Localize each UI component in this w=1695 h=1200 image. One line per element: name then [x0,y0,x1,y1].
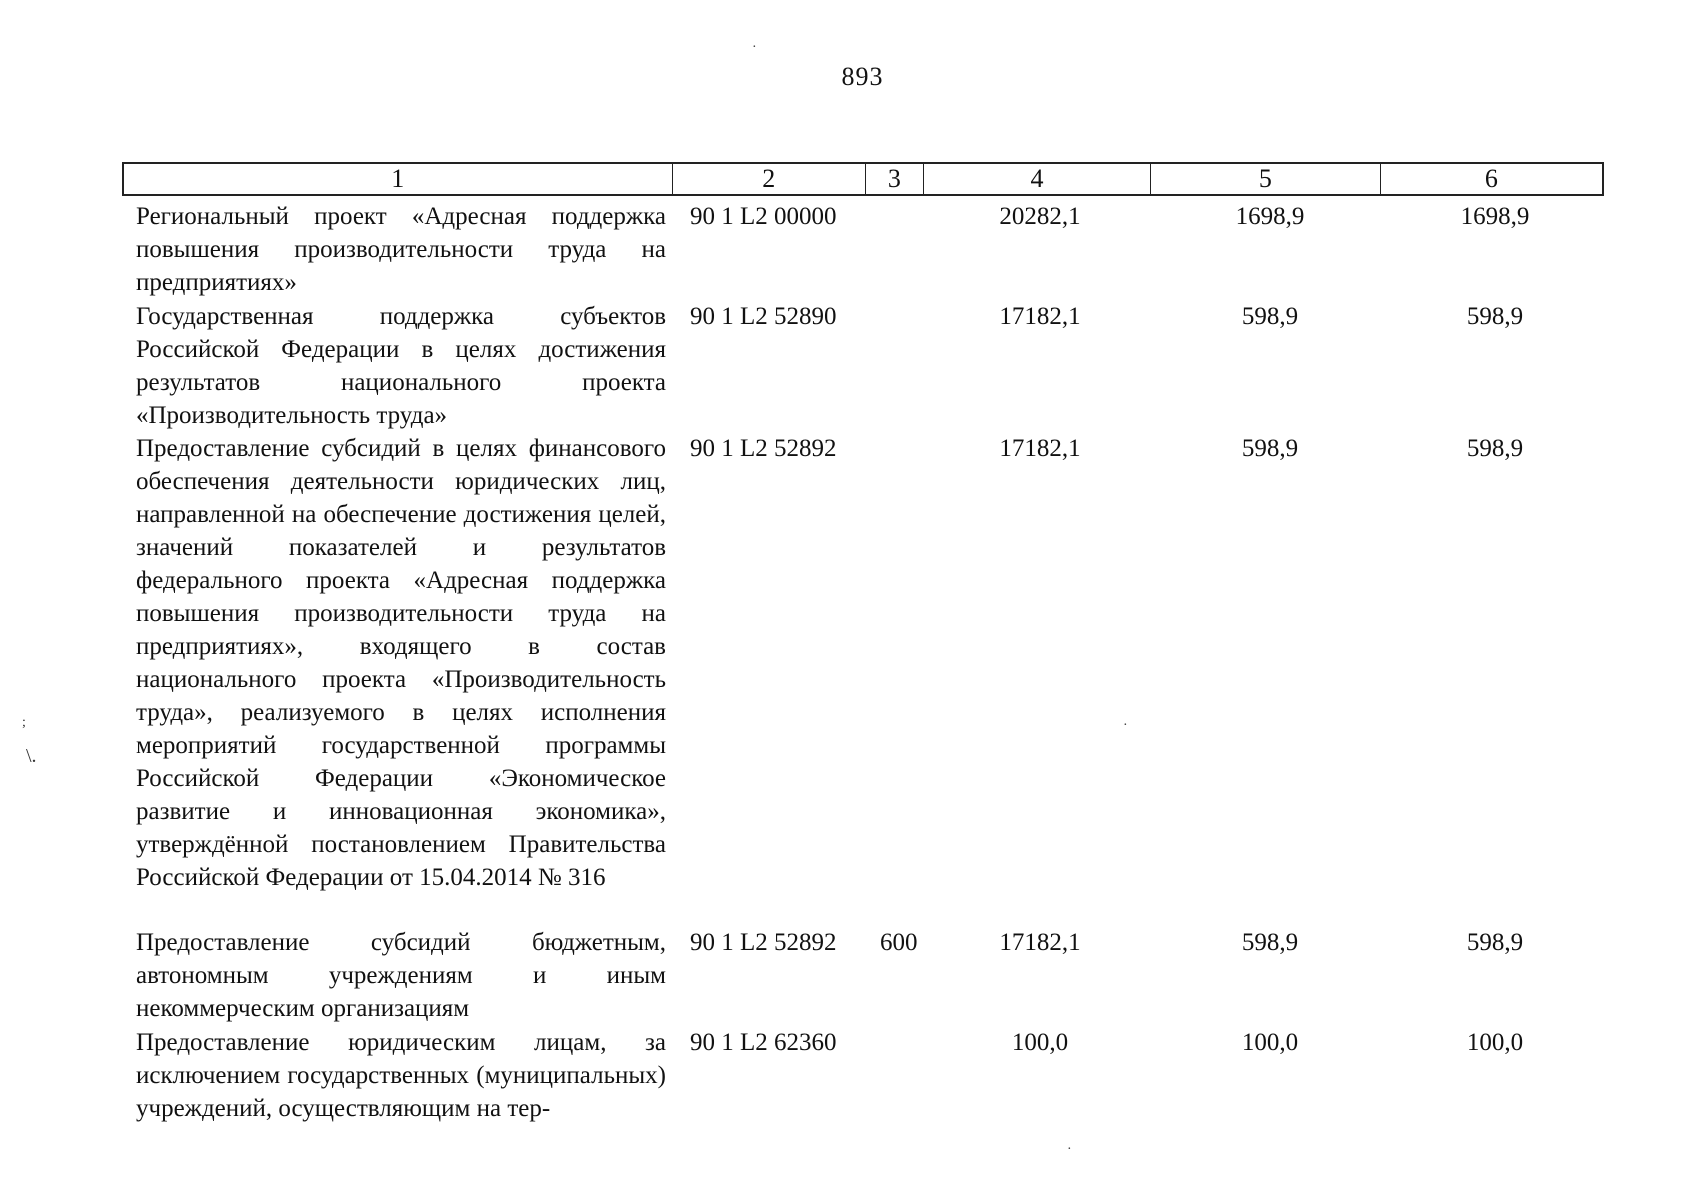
row-value-6: 598,9 [1466,303,1524,330]
row-value-6: 598,9 [1466,435,1524,462]
header-col-6: 6 [1484,164,1498,193]
row-code: 90 1 L2 52892 [690,435,837,462]
scan-speck: · [1123,718,1128,733]
header-col-2: 2 [673,164,866,194]
row-value-5: 100,0 [1241,1029,1299,1056]
row-value-4: 100,0 [1011,1029,1069,1056]
row-code: 90 1 L2 52892 [690,929,837,956]
table-header-row [122,162,1604,196]
header-col-1: 1 [124,164,673,194]
row-code: 90 1 L2 00000 [690,203,837,230]
row-code: 90 1 L2 62360 [690,1029,837,1056]
row-name: Государственная поддержка субъектов Российской Федерации в целях достижения результатов национального проекта «Производительность труда» [136,303,666,429]
row-name: Предоставление субсидий в целях финансового обеспечения деятельности юридических лиц, направленной на обеспечение достижения целей, значений показателей и результатов федерального проекта «Адресная поддержка повышения производительности труда на предприятиях», входящего в состав национального проекта «Производительность труда», реализуемого в целях исполнения мероприятий государственной программы Российской Федерации «Экономическое развитие и инновационная экономика», утверждённой постановлением Правительства Российской Федерации от 15.04.2014 № 316 [136,435,666,891]
row-value-5: 598,9 [1241,929,1299,956]
row-value-6: 100,0 [1466,1029,1524,1056]
row-value-5: 598,9 [1241,303,1299,330]
header-col-5: 5 [1151,164,1380,194]
row-value-4: 17182,1 [999,435,1081,462]
row-name: Предоставление юридическим лицам, за исключением государственных (муниципальных) учреждений, осуществляющим на тер- [136,1029,666,1122]
scan-speck: · [752,40,757,55]
row-value-5: 598,9 [1241,435,1299,462]
row-value-5: 1698,9 [1235,203,1305,230]
scan-mark: \. [26,745,37,767]
header-col-4: 4 [924,164,1151,194]
row-name: Предоставление субсидий бюджетным, автономным учреждениям и иным некоммерческим организациям [136,929,666,1022]
page-number: 893 [841,62,884,91]
row-vr: 600 [880,929,918,956]
row-value-6: 598,9 [1466,929,1524,956]
scan-speck: · [1067,1142,1072,1157]
row-value-4: 17182,1 [999,929,1081,956]
row-value-4: 17182,1 [999,303,1081,330]
row-value-6: 1698,9 [1460,203,1530,230]
row-value-4: 20282,1 [999,203,1081,230]
header-col-3: 3 [866,164,924,194]
row-code: 90 1 L2 52890 [690,303,837,330]
row-name: Региональный проект «Адресная поддержка повышения производительности труда на предприятиях» [136,203,666,296]
scan-mark: ; [22,715,26,730]
